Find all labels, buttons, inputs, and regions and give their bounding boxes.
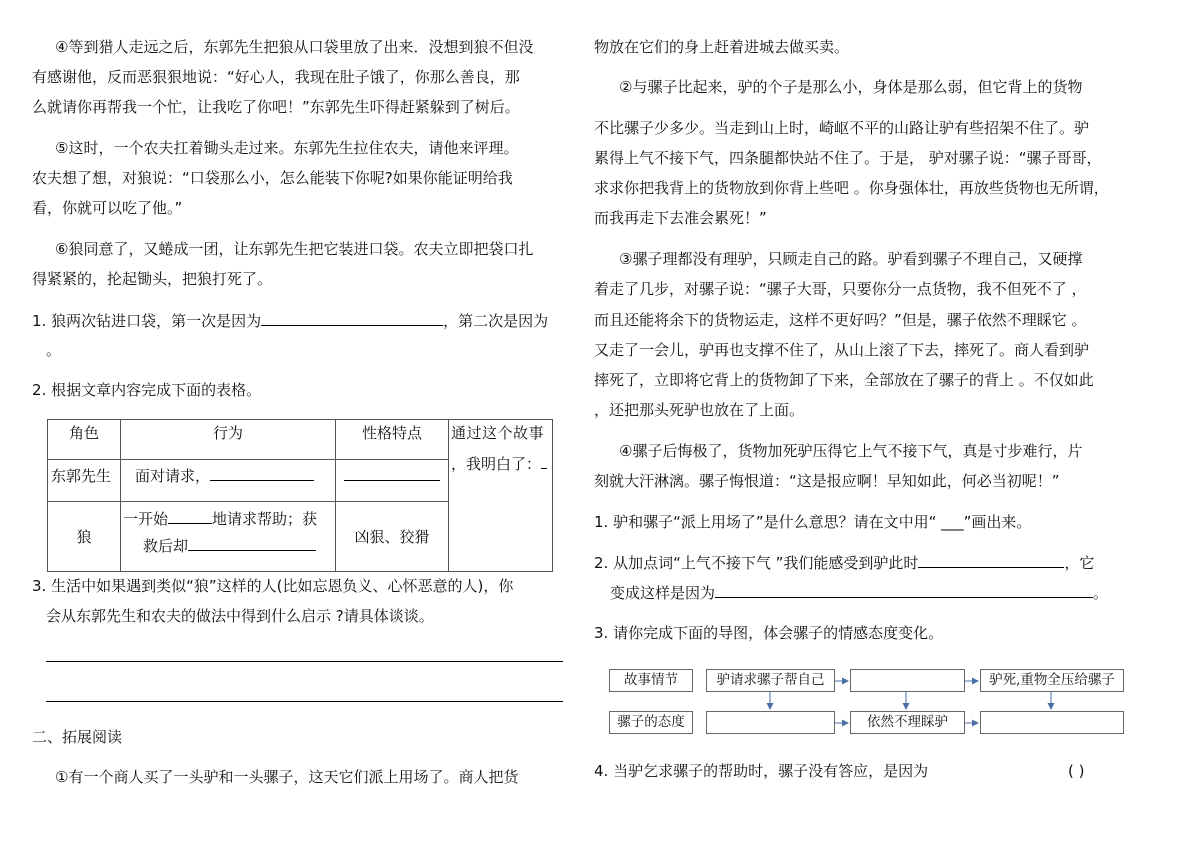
table-header-role: 角色 — [48, 420, 121, 460]
left-p5-line1: ⑤这时，一个农夫扛着锄头走过来。东郭先生拉住农夫，请他来评理。 — [55, 139, 519, 157]
flow-attitude-box-2: 依然不理睬驴 — [850, 711, 965, 734]
reading-p1-line2: 物放在它们的身上赶着进城去做买卖。 — [594, 38, 850, 56]
table-header-trait: 性格特点 — [336, 420, 449, 460]
question-1-text-b: ，第二次是因为 — [443, 312, 549, 330]
reading-p2-line5: 而我再走下去准会累死！” — [594, 209, 767, 227]
reading-p3-line3: 而且还能将余下的货物运走，这样不更好吗？”但是，骡子依然不理睬它 。 — [594, 311, 1087, 329]
reading-p4-line1: ④骡子后悔极了，货物加死驴压得它上气不接下气，真是寸步难行，片 — [619, 442, 1083, 460]
left-p4-line1: ④等到猎人走远之后，东郭先生把狼从口袋里放了出来．没想到狼不但没 — [55, 38, 534, 56]
reading-p3-line4: 又走了一会儿，驴再也支撑不住了，从山上滚了下去，摔死了。商人看到驴 — [594, 341, 1090, 359]
question-3-line1: 3. 生活中如果遇到类似“狼”这样的人(比如忘恩负义、心怀恶意的人)，你 — [32, 577, 514, 595]
right-question-1: 1. 驴和骡子“派上用场了”是什么意思？请在文中用“ ___”画出来。 — [594, 513, 1032, 531]
table-role-wolf: 狼 — [48, 502, 121, 572]
reading-p3-line5: 摔死了，立即将它背上的货物卸了下来，全部放在了骡子的背上 。不仅如此 — [594, 371, 1094, 389]
question-1-end: 。 — [46, 341, 62, 359]
flow-plot-box-3: 驴死,重物全压给骡子 — [980, 669, 1124, 692]
flow-plot-box-1: 驴请求骡子帮自己 — [706, 669, 835, 692]
right-question-2-text-c: 变成这样是因为 — [610, 584, 716, 602]
right-question-3: 3. 请你完成下面的导图，体会骡子的情感态度变化。 — [594, 624, 944, 642]
flow-label-attitude: 骡子的态度 — [609, 711, 693, 734]
left-p4-line3: 么就请你再帮我一个忙，让我吃了你吧！”东郭先生吓得赶紧躲到了树后。 — [32, 98, 520, 116]
answer-parentheses[interactable]: ( ) — [1068, 762, 1085, 780]
table-trait-wolf: 凶狠、狡猾 — [336, 502, 449, 572]
right-question-2-text-d: 。 — [1093, 584, 1109, 602]
reading-p2-line3: 累得上气不接下气，四条腿都快站不住了。于是， 驴对骡子说：“骡子哥哥， — [594, 149, 1102, 167]
section-title: 二、拓展阅读 — [32, 728, 123, 746]
reading-p3-line6: ，还把那头死驴也放在了上面。 — [594, 401, 805, 419]
table-role-dongguo: 东郭先生 — [48, 460, 121, 502]
right-question-2-text-b: ，它 — [1064, 554, 1095, 572]
reading-p3-line2: 着走了几步，对骡子说：“骡子大哥，只要你分一点货物，我不但死不了 ， — [594, 280, 1087, 298]
right-question-2-text-a: 2. 从加点词“上气不接下气 ”我们能感受到驴此时 — [594, 554, 919, 572]
reading-p1-line1: ①有一个商人买了一头驴和一头骡子，这天它们派上用场了。商人把货 — [55, 768, 519, 786]
left-p6-line1: ⑥狼同意了，又蜷成一团，让东郭先生把它装进口袋。农夫立即把袋口扎 — [55, 240, 534, 258]
reading-p4-line2: 刻就大汗淋漓。骡子悔恨道：“这是报应啊！早知如此，何必当初呢！” — [594, 472, 1060, 490]
left-p5-line2: 农夫想了想，对狼说：“口袋那么小，怎么能装下你呢?如果你能证明给我 — [32, 169, 513, 187]
table-action-wolf-text-a: 一开始 — [123, 510, 169, 528]
left-p5-line3: 看，你就可以吃了他。” — [32, 199, 183, 217]
left-p4-line2: 有感谢他，反而恶狠狠地说：“好心人，我现在肚子饿了，你那么善良，那 — [32, 68, 520, 86]
reading-p2-line1: ②与骡子比起来，驴的个子是那么小，身体是那么弱，但它背上的货物 — [619, 78, 1083, 96]
table-action-dongguo-text: 面对请求， — [135, 467, 211, 485]
left-p6-line2: 得紧紧的，抡起锄头，把狼打死了。 — [32, 270, 273, 288]
question-3-line2: 会从东郭先生和农夫的做法中得到什么启示 ?请具体谈谈。 — [46, 607, 434, 625]
table-side-line1: 通过这个故事 — [451, 424, 545, 442]
flow-label-plot: 故事情节 — [609, 669, 693, 692]
table-action-wolf-text-b: 地请求帮助；获 — [212, 510, 318, 528]
reading-p3-line1: ③骡子理都没有理驴，只顾走自己的路。驴看到骡子不理自己，又硬撑 — [619, 250, 1083, 268]
reading-p2-line4: 求求你把我背上的货物放到你背上些吧 。你身强体壮，再放些货物也无所谓， — [594, 179, 1109, 197]
right-question-4: 4. 当驴乞求骡子的帮助时，骡子没有答应，是因为 — [594, 762, 929, 780]
question-2: 2. 根据文章内容完成下面的表格。 — [32, 381, 262, 399]
table-header-action: 行为 — [121, 420, 336, 460]
reading-p2-line2: 不比骡子少多少。当走到山上时，崎岖不平的山路让驴有些招架不住了。驴 — [594, 119, 1090, 137]
table-side-text: ，我明白了： — [451, 455, 542, 473]
question-1-text-a: 1. 狼两次钻进口袋，第一次是因为 — [32, 312, 262, 330]
table-action-wolf-text-c: 救后却 — [143, 537, 189, 555]
